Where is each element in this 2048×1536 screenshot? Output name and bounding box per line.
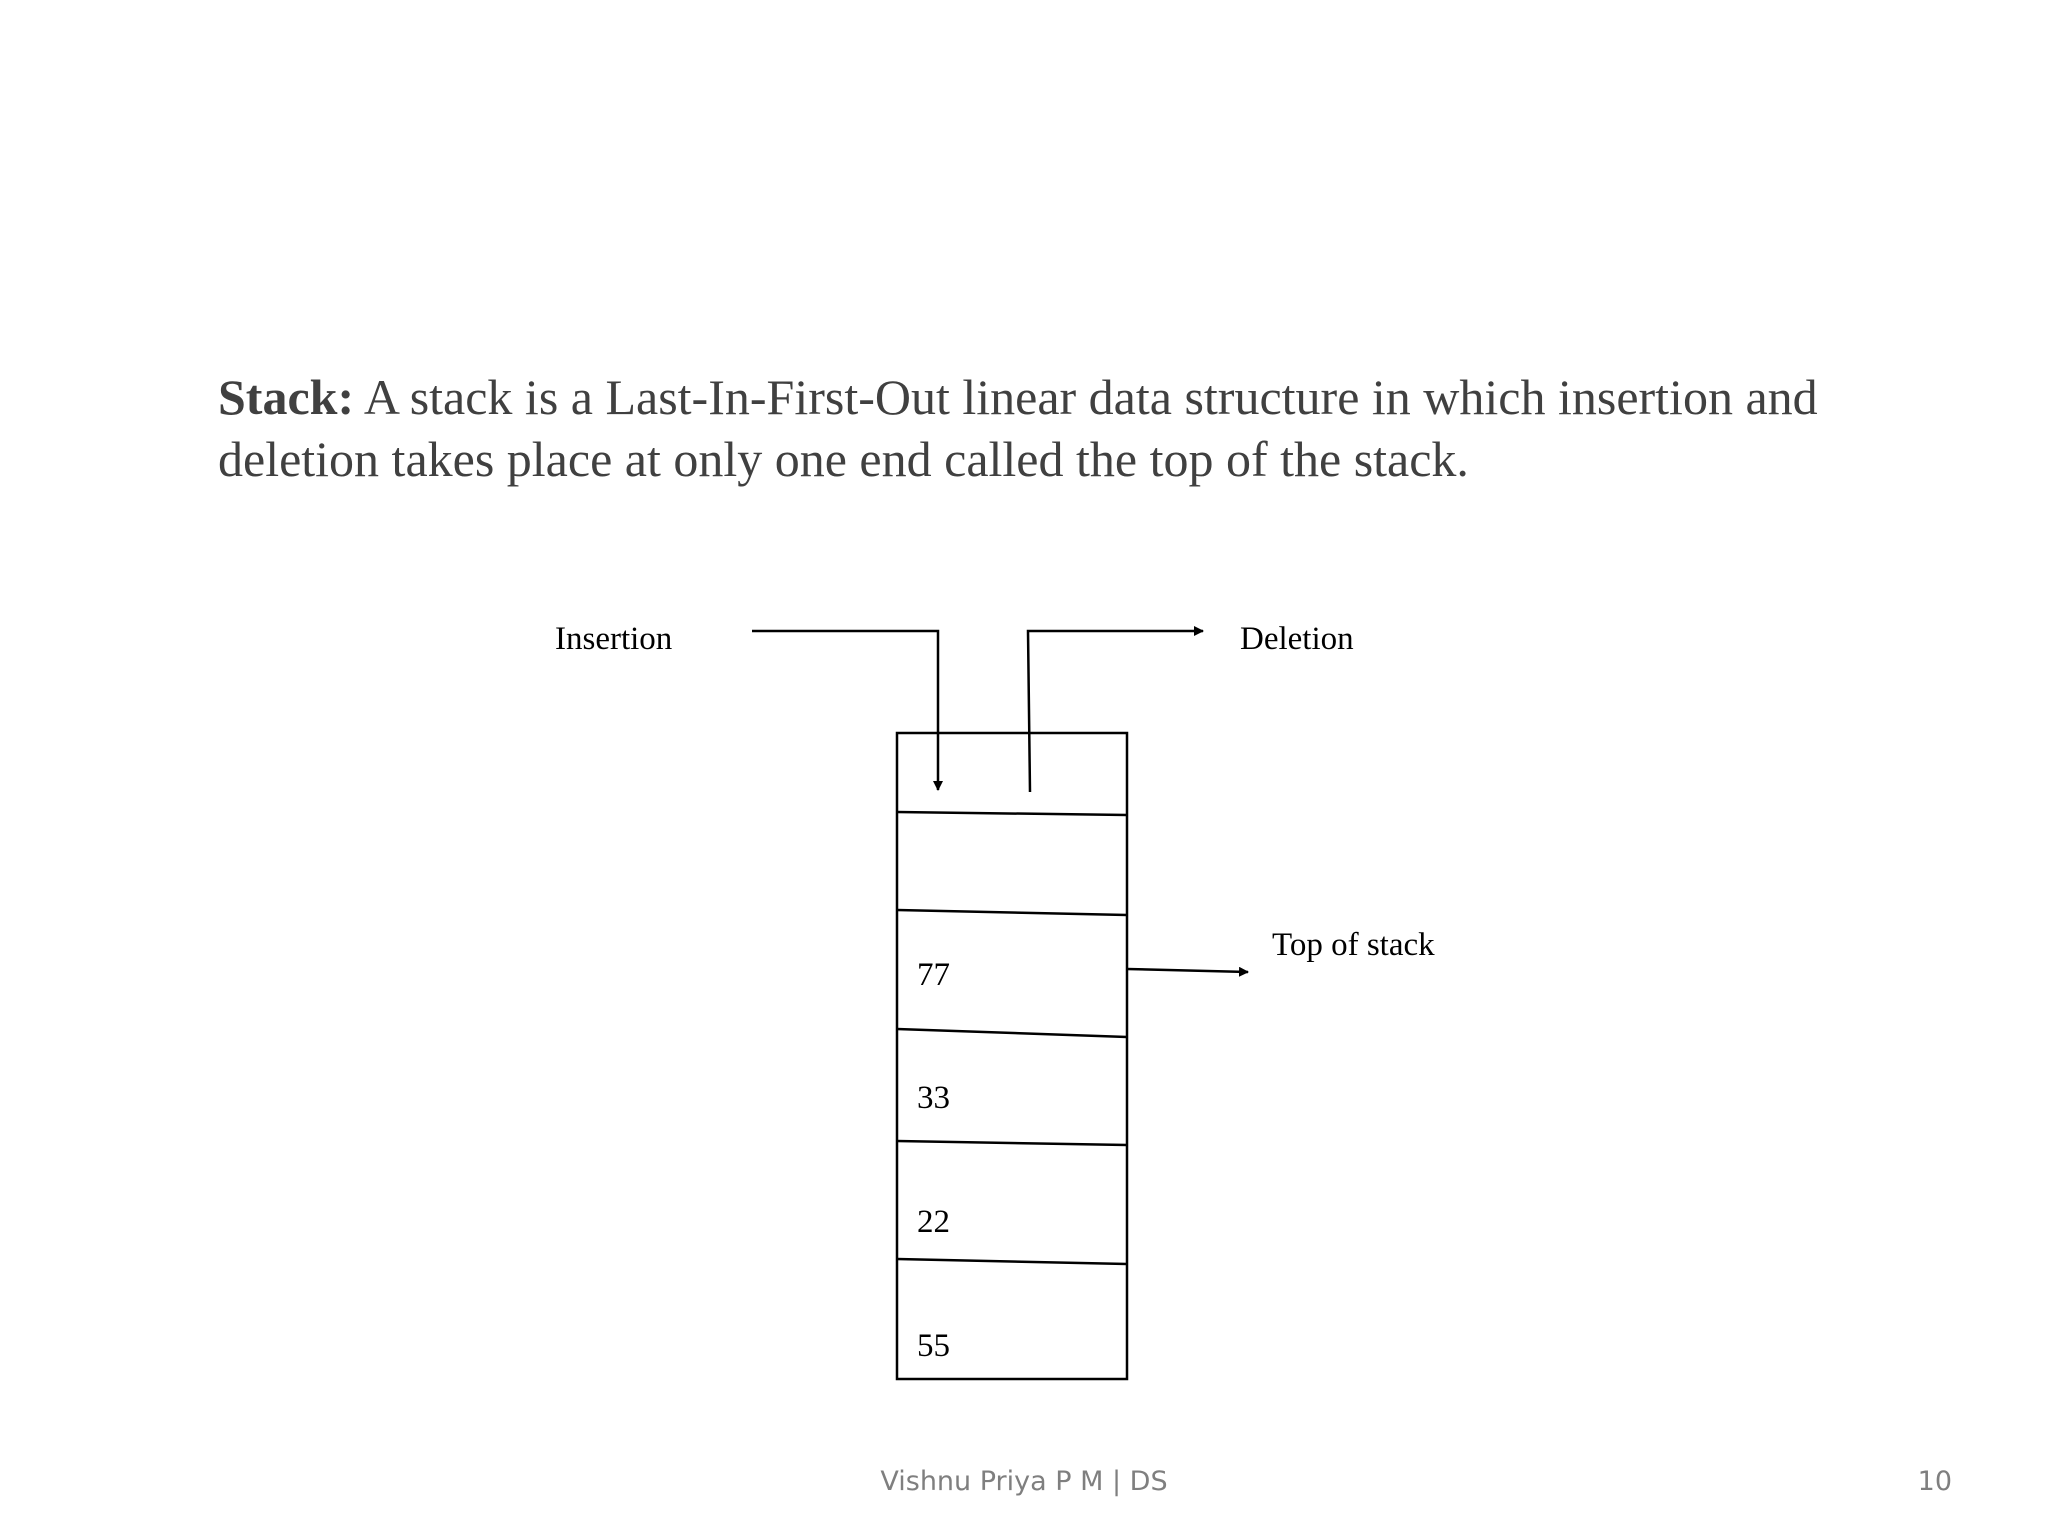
top-of-stack-arrow: [1127, 969, 1248, 972]
stack-divider: [897, 812, 1127, 815]
insertion-label: Insertion: [555, 621, 673, 657]
definition-term: Stack:: [218, 369, 355, 425]
page-number: 10: [1917, 1466, 1952, 1497]
stack-divider: [897, 910, 1127, 915]
stack-divider: [897, 1029, 1127, 1037]
top-of-stack-label: Top of stack: [1272, 927, 1435, 963]
stack-value: 55: [917, 1328, 950, 1364]
deletion-label: Deletion: [1240, 621, 1354, 657]
insertion-arrow: [752, 631, 938, 790]
footer-text: Vishnu Priya P M | DS: [880, 1466, 1168, 1497]
stack-divider: [897, 1141, 1127, 1145]
deletion-arrow: [1028, 631, 1203, 792]
stack-divider: [897, 1259, 1127, 1264]
definition-text: A stack is a Last-In-First-Out linear data structure in which insertion and deletion takes place at only one end called the top of the stack.: [218, 369, 1818, 487]
stack-container: [897, 733, 1127, 1379]
stack-value: 22: [917, 1204, 950, 1240]
stack-value: 33: [917, 1080, 950, 1116]
stack-value: 77: [917, 957, 950, 993]
